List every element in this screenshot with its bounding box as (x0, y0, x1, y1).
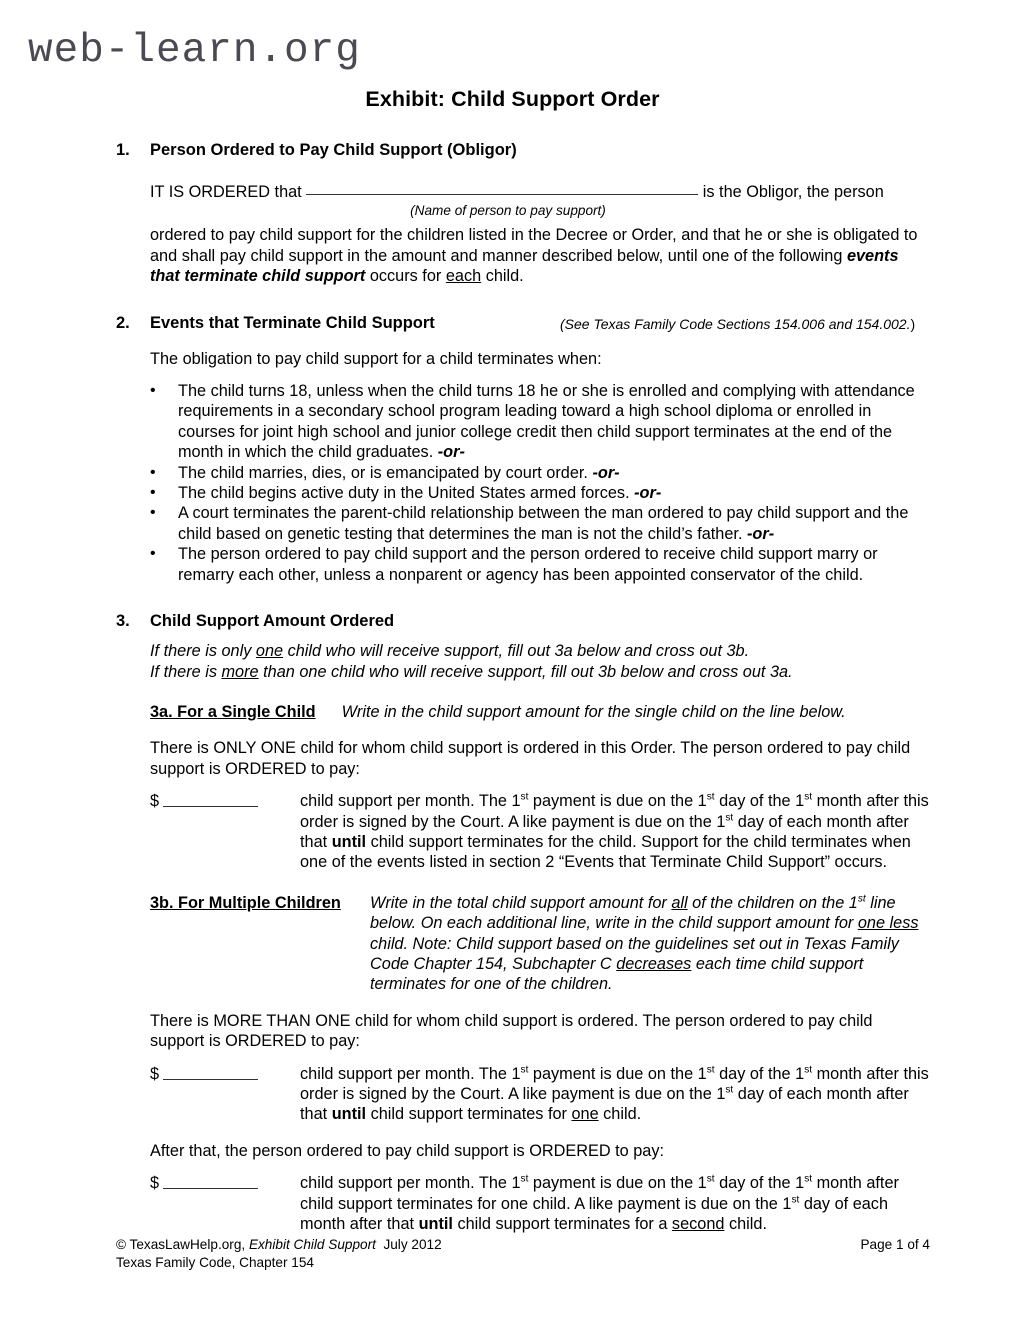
bullet-text: The child marries, dies, or is emancipated by court order. (178, 463, 588, 482)
subsection-3a-body: There is ONLY ONE child for whom child support is ordered in this Order. The person ordered to pay child support is ORDERED to pay: (150, 739, 911, 778)
bullet-dot-icon: • (150, 484, 156, 502)
watermark-web-learn-org: web-learn.org (28, 28, 361, 74)
amount-blank-3b-second[interactable] (163, 1188, 258, 1189)
dollar-sign-3b-first: $ (150, 1064, 160, 1083)
amount-blank-3a[interactable] (163, 806, 258, 807)
bullet-text: The child turns 18, unless when the child turns 18 he or she is enrolled and complying with attendance requirements in a secondary school program leading toward a high school diploma or enrolled in courses for joint high school and junior college credit then child support terminates at the end of the month in which the child graduates. (178, 382, 915, 462)
money-row-3a (0, 791, 1025, 873)
subsection-3a-instruction: Write in the child support amount for the single child on the line below. (341, 702, 846, 721)
subsection-3b-heading-block (0, 893, 1025, 995)
bullet-text: The person ordered to pay child support and the person ordered to receive child support marry or remarry each other, unless a nonparent or agency has been appointed conservator of the child. (178, 545, 878, 584)
code-reference-paren: ) (910, 315, 916, 332)
bullet-dot-icon: • (150, 463, 156, 481)
ordinal-suffix: st (706, 1064, 715, 1076)
money-3b1-t4: month after this order is signed by the Court. A like payment is due on the 1 (300, 1064, 929, 1103)
list-item (0, 463, 1025, 483)
page-title: Exhibit: Child Support Order (365, 87, 660, 111)
instr3b-1: Write in the total child support amount for (370, 893, 672, 912)
money-3a-t4: month after this order is signed by the Court. A like payment is due on the 1 (300, 792, 929, 831)
section-1-heading-row (0, 140, 1025, 160)
order-prefix-text: IT IS ORDERED that (150, 183, 302, 201)
money-3b1-u1: one (571, 1105, 599, 1124)
ordinal-suffix: st (706, 1173, 715, 1185)
bullet-dot-icon: • (150, 504, 156, 522)
bullet-or-marker: -or- (634, 484, 662, 503)
money-3b1-t7: child. (598, 1105, 642, 1124)
bullet-dot-icon: • (150, 382, 156, 400)
ordinal-suffix: st (520, 1173, 529, 1185)
money-3b2-t7: child. (724, 1215, 767, 1234)
section-2-number: 2. (116, 313, 130, 332)
obligor-name-blank[interactable] (306, 194, 698, 195)
instr2-part1: If there is (150, 662, 217, 681)
section-2-heading: Events that Terminate Child Support (150, 313, 435, 332)
section-3 (0, 611, 1025, 1234)
amount-blank-3b-first[interactable] (163, 1079, 258, 1080)
footer-doc-title: Exhibit Child Support (248, 1237, 376, 1252)
footer-copyright: © TexasLawHelp.org, (116, 1237, 246, 1252)
instr1-part1: If there is only (150, 642, 252, 661)
money-row-3b-second (0, 1173, 1025, 1234)
footer-left-line-1 (116, 1236, 442, 1254)
instr2-part2: than one child who will receive support, fill out 3b below and cross out 3a. (263, 662, 793, 681)
bullet-text: The child begins active duty in the United States armed forces. (178, 484, 630, 503)
list-item (0, 503, 1025, 544)
terminate-events-list (0, 381, 1025, 585)
money-3b1-t2: payment is due on the 1 (528, 1064, 707, 1083)
subsection-3a-heading-row (0, 702, 1025, 722)
bullet-or-marker: -or- (437, 443, 465, 462)
list-item (0, 483, 1025, 503)
code-reference-text: (See Texas Family Code Sections 154.006 and 154.002. (560, 315, 911, 332)
section-2-heading-row (0, 313, 1025, 333)
money-3a-until: until (331, 832, 367, 851)
section-1-body-emphasis: events that terminate child support (150, 246, 899, 286)
section-1-body-part3: child. (485, 267, 524, 286)
section-1-order-line (0, 182, 1025, 202)
ordinal-suffix: st (725, 812, 734, 824)
dollar-sign-3b-second: $ (150, 1174, 160, 1193)
section-1-body-part2: occurs for (369, 267, 442, 286)
money-3b2-u1: second (671, 1215, 725, 1234)
instr1-part2: child who will receive support, fill out 3a below and cross out 3b. (287, 642, 750, 661)
bullet-text: A court terminates the parent-child relationship between the man ordered to pay child support and the child based on genetic testing that determines the man is not the child’s father. (178, 504, 909, 543)
money-3b2-t1: child support per month. The 1 (300, 1174, 521, 1193)
obligor-blank-caption: (Name of person to pay support) (410, 203, 606, 219)
instr1-underline: one (255, 642, 284, 661)
bullet-dot-icon: • (150, 545, 156, 563)
ordinal-suffix: st (857, 893, 866, 905)
ordinal-suffix: st (804, 791, 813, 803)
subsection-3b-after-that: After that, the person ordered to pay child support is ORDERED to pay: (150, 1141, 665, 1160)
section-1-body (0, 225, 1025, 286)
money-3a-t5: day of each month after that (300, 812, 909, 851)
money-3b1-t1: child support per month. The 1 (300, 1064, 521, 1083)
footer-page-number: Page 1 of 4 (860, 1237, 930, 1252)
bullet-or-marker: -or- (592, 463, 620, 482)
instr3b-4: child. Note: Child support based on the guidelines set out in Texas Family Code Chapter 154, Subchapter C (370, 934, 899, 973)
subsection-3a-label: 3a. For a Single Child (150, 702, 316, 721)
section-1-heading: Person Ordered to Pay Child Support (Obligor) (150, 141, 517, 159)
footer-left-line-2: Texas Family Code, Chapter 154 (116, 1254, 314, 1270)
order-suffix-text: is the Obligor, the person (702, 183, 884, 201)
ordinal-suffix: st (520, 791, 529, 803)
section-3-heading: Child Support Amount Ordered (150, 612, 395, 631)
ordinal-suffix: st (725, 1084, 734, 1096)
instr3b-5: each time child support terminates for one of the children. (370, 954, 864, 994)
money-3b2-t6: child support terminates for a (452, 1215, 672, 1234)
instr3b-u3: decreases (616, 954, 692, 973)
money-3a-t6: child support terminates for the child. Support for the child terminates when one of the events listed in section 2 “Events that Terminate Child Support” occurs. (300, 832, 911, 872)
footer-date: July 2012 (383, 1237, 442, 1252)
obligor-blank-caption-row (0, 202, 1025, 219)
section-1-body-part1: ordered to pay child support for the children listed in the Decree or Order, and that he or she is obligated to and shall pay child support in the amount and manner described below, until one of the following (150, 226, 918, 265)
subsection-3b-instruction (370, 893, 930, 995)
instr2-underline: more (221, 662, 259, 681)
subsection-3b-label: 3b. For Multiple Children (150, 893, 341, 912)
money-3b1-t3: day of the 1 (714, 1064, 805, 1083)
ordinal-suffix: st (706, 791, 715, 803)
section-1-body-underline: each (445, 267, 482, 286)
section-3-instruction-line-1 (0, 641, 1025, 661)
bullet-or-marker: -or- (747, 524, 775, 543)
money-3b2-t2: payment is due on the 1 (528, 1174, 707, 1193)
section-1 (0, 140, 1025, 287)
section-3-number: 3. (116, 612, 130, 631)
instr3b-2: of the children on the 1 (687, 893, 858, 912)
section-3-instruction-line-2 (0, 662, 1025, 682)
subsection-3b-body: There is MORE THAN ONE child for whom child support is ordered. The person ordered to pay child support is ORDERED to pay: (150, 1011, 873, 1051)
dollar-sign-3a: $ (150, 792, 160, 811)
ordinal-suffix: st (804, 1064, 813, 1076)
ordinal-suffix: st (520, 1064, 529, 1076)
money-row-3b-first (0, 1064, 1025, 1125)
section-2-code-reference (560, 314, 915, 334)
section-1-number: 1. (116, 141, 130, 159)
instr3b-u2: one less (857, 914, 919, 933)
section-2-intro: The obligation to pay child support for a child terminates when: (150, 349, 602, 368)
money-3a-t3: day of the 1 (714, 792, 805, 811)
money-3b1-until: until (331, 1105, 367, 1124)
money-3a-t1: child support per month. The 1 (300, 792, 521, 811)
ordinal-suffix: st (791, 1194, 800, 1206)
money-3b1-t5: day of each month after that (300, 1085, 909, 1124)
ordinal-suffix: st (804, 1173, 813, 1185)
instr3b-u1: all (671, 893, 688, 912)
money-3a-t2: payment is due on the 1 (528, 792, 707, 811)
money-3b1-t6: child support terminates for (366, 1105, 572, 1124)
money-3b2-until: until (418, 1215, 453, 1234)
section-2 (0, 313, 1025, 585)
list-item (0, 381, 1025, 463)
money-3b2-t3: day of the 1 (714, 1174, 805, 1193)
instr3b-3: line below. On each additional line, write in the child support amount for (370, 893, 896, 933)
document-body (0, 140, 1025, 1234)
list-item (0, 544, 1025, 585)
section-3-heading-row (0, 611, 1025, 631)
money-3b2-t4: month after child support terminates for one child. A like payment is due on the 1 (300, 1174, 899, 1213)
money-3b2-t5: day of each month after that (300, 1194, 889, 1234)
